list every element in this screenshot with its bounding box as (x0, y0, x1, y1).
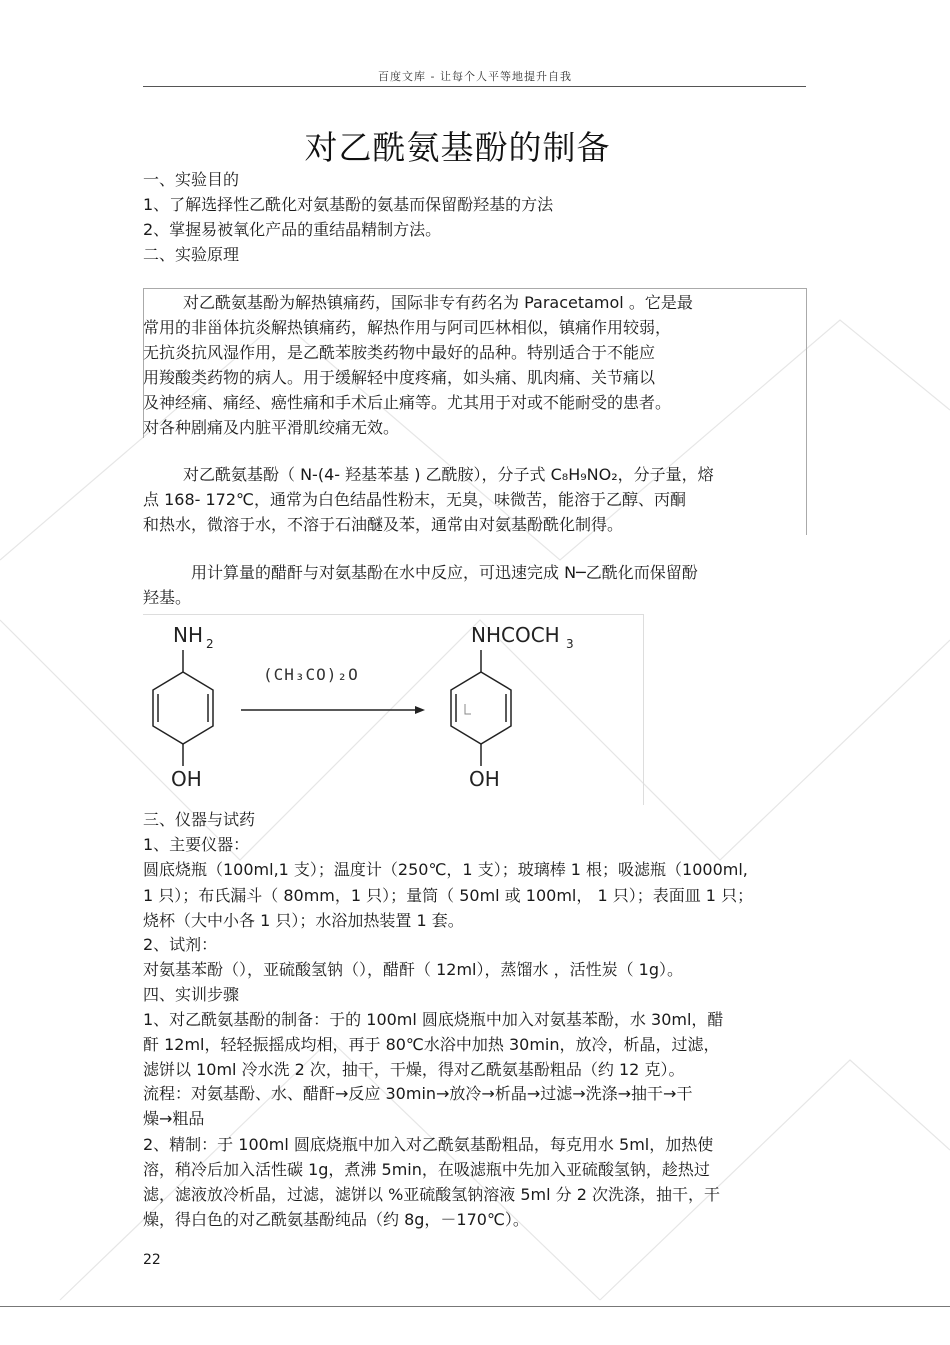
reagent-label: (CH₃CO)₂O (263, 665, 359, 684)
reagents-subheading: 2、试剂： (143, 935, 218, 954)
reactant-structure (153, 623, 214, 791)
arrow-head (415, 706, 425, 714)
header-rule (143, 86, 806, 87)
principle-paragraph-1 (143, 290, 806, 440)
text-line: 点 168- 172℃，通常为白色结晶性粉末，无臭，味微苦，能溶于乙醇、丙酮 (143, 490, 686, 509)
instruments-line-2: 1 只）；布氏漏斗（ 80mm，1 只）；量筒（ 50ml 或 100ml， 1 只）；表面皿 1 只； (143, 886, 754, 905)
purpose-item-2: 2、掌握易被氧化产品的重结晶精制方法。 (143, 220, 442, 239)
principle-paragraph-3 (143, 560, 806, 610)
step1-line-4: 流程：对氨基酚、水、醋酐→反应 30min→放冷→析晶→过滤→洗涤→抽干→干 (143, 1084, 693, 1103)
text-line: 对乙酰氨基酚（ N-(4- 羟基苯基 ) 乙酰胺），分子式 C₈H₉NO₂，分子量，熔 (183, 465, 714, 484)
section-heading-materials: 三、仪器与试药 (143, 810, 256, 829)
principle-paragraph-2 (143, 462, 806, 537)
section-heading-purpose: 一、实验目的 (143, 170, 240, 189)
product-hydroxyl-label: OH (469, 767, 500, 791)
text-line: 羟基。 (143, 588, 192, 607)
text-line: 无抗炎抗风湿作用，是乙酰苯胺类药物中最好的品种。特别适合于不能应 (143, 343, 656, 362)
step2-line-2: 溶，稍冷后加入活性碳 1g，煮沸 5min，在吸滤瓶中先加入亚硫酸氢钠，趁热过 (143, 1160, 710, 1179)
page-header: 百度文库 - 让每个人平等地提升自我 (378, 70, 572, 83)
section-heading-principle: 二、实验原理 (143, 245, 240, 264)
text-line: 对乙酰氨基酚为解热镇痛药，国际非专有药名为 Paracetamol 。它是最 (183, 293, 693, 312)
text-line: 用计算量的醋酐与对氨基酚在水中反应，可迅速完成 N─乙酰化而保留酚 (191, 563, 698, 582)
text-line: 及神经痛、痛经、癌性痛和手术后止痛等。尤其用于对或不能耐受的患者。 (143, 393, 672, 412)
step2-line-4: 燥，得白色的对乙酰氨基酚纯品（约 8g，－170℃）。 (143, 1210, 529, 1229)
reactant-hydroxyl-label: OH (171, 767, 202, 791)
instruments-subheading: 1、主要仪器： (143, 835, 250, 854)
reaction-scheme (143, 614, 643, 804)
step1-line-3: 滤饼以 10ml 冷水洗 2 次，抽干，干燥，得对乙酰氨基酚粗品（约 12 克）。 (143, 1060, 685, 1079)
reagents-line: 对氨基苯酚（），亚硫酸氢钠（），醋酐（ 12ml），蒸馏水 ，活性炭（ 1g）。 (143, 960, 683, 979)
text-line: 常用的非甾体抗炎解热镇痛药，解热作用与阿司匹林相似，镇痛作用较弱， (143, 318, 672, 337)
text-line: 用羧酸类药物的病人。用于缓解轻中度疼痛，如头痛、肌肉痛、关节痛以 (143, 368, 656, 387)
instruments-line-3: 烧杯（大中小各 1 只）；水浴加热装置 1 套。 (143, 911, 464, 930)
instruments-line-1: 圆底烧瓶（100ml,1 支）；温度计（250℃，1 支）；玻璃棒 1 根；吸滤瓶（1000ml, (143, 860, 748, 879)
step2-line-3: 滤，滤液放冷析晶，过滤，滤饼以 %亚硫酸氢钠溶液 5ml 分 2 次洗涤，抽干，干 (143, 1185, 721, 1204)
product-amide-subscript: 3 (566, 637, 574, 651)
step1-line-1: 1、对乙酰氨基酚的制备：于的 100ml 圆底烧瓶中加入对氨基苯酚，水 30ml，醋 (143, 1010, 724, 1029)
purpose-item-1: 1、了解选择性乙酰化对氨基酚的氨基而保留酚羟基的方法 (143, 195, 554, 214)
step2-line-1: 2、精制：于 100ml 圆底烧瓶中加入对乙酰氨基酚粗品，每克用水 5ml，加热使 (143, 1135, 714, 1154)
section-heading-procedure: 四、实训步骤 (143, 985, 240, 1004)
footer-rule (0, 1306, 950, 1307)
reactant-amine-subscript: 2 (206, 637, 214, 651)
page-number: 22 (143, 1252, 161, 1268)
reactant-amine-label: NH (173, 623, 203, 647)
product-structure (451, 623, 574, 791)
benzene-ring (153, 672, 213, 744)
step1-line-5: 燥→粗品 (143, 1109, 205, 1128)
return-mark-icon (465, 704, 471, 714)
product-amide-label: NHCOCH (471, 623, 560, 647)
text-line: 和热水，微溶于水，不溶于石油醚及苯，通常由对氨基酚酰化制得。 (143, 515, 624, 534)
step1-line-2: 酐 12ml，轻轻振摇成均相，再于 80℃水浴中加热 30min，放冷，析晶，过滤， (143, 1035, 720, 1054)
text-line: 对各种剧痛及内脏平滑肌绞痛无效。 (143, 418, 400, 437)
benzene-ring (451, 672, 511, 744)
page-title: 对乙酰氨基酚的制备 (304, 128, 611, 167)
